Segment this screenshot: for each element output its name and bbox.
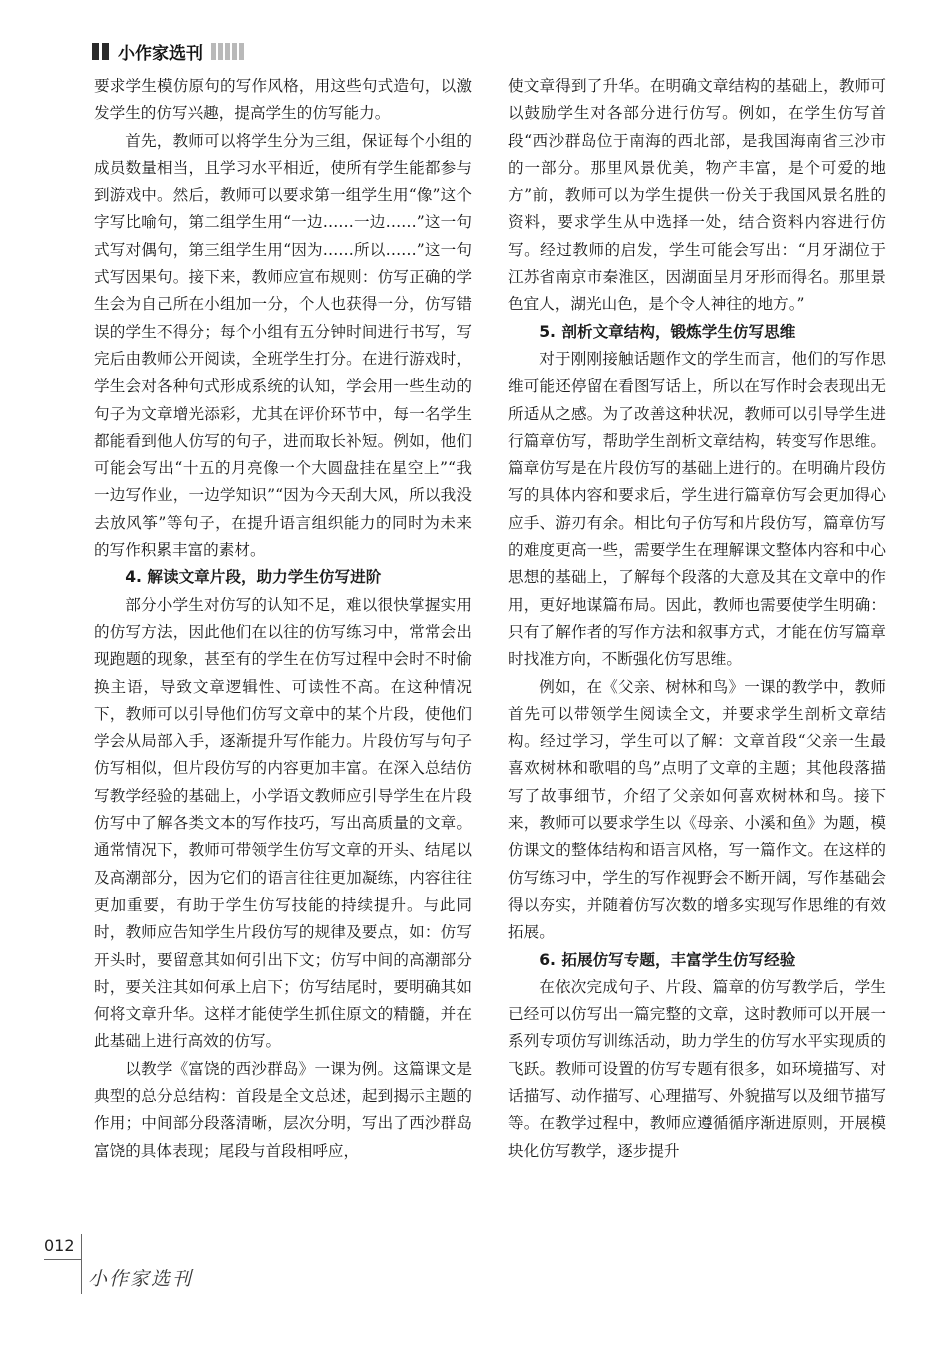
header-stripe-mark <box>225 43 230 60</box>
header-bar-mark <box>92 43 99 60</box>
section-heading: 6. 拓展仿写专题，丰富学生仿写经验 <box>539 950 796 969</box>
page-number: 012 <box>44 1236 75 1255</box>
body-paragraph: 要求学生模仿原句的写作风格，用这些句式造句，以激发学生的仿写兴趣，提高学生的仿写能力。 <box>94 77 472 123</box>
section-heading: 4. 解读文章片段，助力学生仿写进阶 <box>125 568 382 587</box>
header-stripe-mark <box>218 43 223 60</box>
body-paragraph: 对于刚刚接触话题作文的学生而言，他们的写作思维可能还停留在看图写话上，所以在写作时会表现出无所适从之感。为了改善这种状况，教师可以引导学生进行篇章仿写，帮助学生剖析文章结构，转变写作思维。篇章仿写是在片段仿写的基础上进行的。在明确片段仿写的具体内容和要求后，学生进行篇章仿写会更加得心应手、游刃有余。相比句子仿写和片段仿写，篇章仿写的难度更高一些，需要学生在理解课文整体内容和中心思想的基础上，了解每个段落的大意及其在文章中的作用，更好地谋篇布局。因此，教师也需要使学生明确：只有了解作者的写作方法和叙事方式，才能在仿写篇章时找准方向，不断强化仿写思维。 <box>508 349 886 669</box>
section-heading: 5. 剖析文章结构，锻炼学生仿写思维 <box>539 322 796 341</box>
body-paragraph: 部分小学生对仿写的认知不足，难以很快掌握实用的仿写方法，因此他们在以往的仿写练习中，常常会出现跑题的现象，甚至有的学生在仿写过程中会时不时偷换主语，导致文章逻辑性、可读性不高。在这种情况下，教师可以引导他们仿写文章中的某个片段，使他们学会从局部入手，逐渐提升写作能力。片段仿写与句子仿写相似，但片段仿写的内容更加丰富。在深入总结仿写教学经验的基础上，小学语文教师应引导学生在片段仿写中了解各类文本的写作技巧，写出高质量的文章。通常情况下，教师可带领学生仿写文章的开头、结尾以及高潮部分，因为它们的语言往往更加凝练，内容往往更加重要，有助于学生仿写技能的持续提升。与此同时，教师应告知学生片段仿写的规律及要点，如：仿写开头时，要留意其如何引出下文；仿写中间的高潮部分时，要关注其如何承上启下；仿写结尾时，要明确其如何将文章升华。这样才能使学生抓住原文的精髓，并在此基础上进行高效的仿写。 <box>94 595 472 1051</box>
running-header <box>92 38 246 64</box>
header-stripe-mark <box>211 43 216 60</box>
header-stripe-mark <box>232 43 237 60</box>
footer-divider <box>44 1259 82 1260</box>
journal-title: 小作家选刊 <box>118 43 203 64</box>
header-bar-mark <box>102 43 109 60</box>
body-paragraph: 首先，教师可以将学生分为三组，保证每个小组的成员数量相当，且学习水平相近，使所有学生能都参与到游戏中。然后，教师可以要求第一组学生用“像”这个字写比喻句，第二组学生用“一边……一边……”这一句式写对偶句，第三组学生用“因为……所以……”这一句式写因果句。接下来，教师应宣布规则：仿写正确的学生会为自己所在小组加一分，个人也获得一分，仿写错误的学生不得分；每个小组有五分钟时间进行书写，写完后由教师公开阅读，全班学生打分。在进行游戏时，学生会对各种句式形成系统的认知，学会用一些生动的句子为文章增光添彩，尤其在评价环节中，每一名学生都能看到他人仿写的句子，进而取长补短。例如，他们可能会写出“十五的月亮像一个大圆盘挂在星空上”“我一边写作业，一边学知识”“因为今天刮大风，所以我没去放风筝”等句子，在提升语言组织能力的同时为未来的写作积累丰富的素材。 <box>94 131 472 560</box>
footer-logo: 小作家选刊 <box>88 1268 194 1290</box>
body-paragraph: 使文章得到了升华。在明确文章结构的基础上，教师可以鼓励学生对各部分进行仿写。例如，在学生仿写首段“西沙群岛位于南海的西北部，是我国海南省三沙市的一部分。那里风景优美，物产丰富，是个可爱的地方”前，教师可以为学生提供一份关于我国风景名胜的资料，要求学生从中选择一处，结合资料内容进行仿写。经过教师的启发，学生可能会写出：“月牙湖位于江苏省南京市秦淮区，因湖面呈月牙形而得名。那里景色宜人，湖光山色，是个令人神往的地方。” <box>508 77 886 314</box>
body-paragraph: 例如，在《父亲、树林和鸟》一课的教学中，教师首先可以带领学生阅读全文，并要求学生剖析文章结构。经过学习，学生可以了解：文章首段“父亲一生最喜欢树林和歌唱的鸟”点明了文章的主题；其他段落描写了故事细节，介绍了父亲如何喜欢树林和鸟。接下来，教师可以要求学生以《母亲、小溪和鱼》为题，模仿课文的整体结构和语言风格，写一篇作文。在这样的仿写练习中，学生的写作视野会不断开阔，写作基础会得以夯实，并随着仿写次数的增多实现写作思维的有效拓展。 <box>508 677 886 942</box>
left-text-column <box>94 73 472 1165</box>
body-paragraph: 以教学《富饶的西沙群岛》一课为例。这篇课文是典型的总分总结构：首段是全文总述，起到揭示主题的作用；中间部分段落清晰，层次分明，写出了西沙群岛富饶的具体表现；尾段与首段相呼应， <box>94 1059 472 1160</box>
body-paragraph: 在依次完成句子、片段、篇章的仿写教学后，学生已经可以仿写出一篇完整的文章，这时教师可以开展一系列专项仿写训练活动，助力学生的仿写水平实现质的飞跃。教师可设置的仿写专题有很多，如环境描写、对话描写、动作描写、心理描写、外貌描写以及细节描写等。在教学过程中，教师应遵循循序渐进原则，开展模块化仿写教学，逐步提升 <box>508 977 886 1160</box>
footer-vertical-rule <box>81 1234 82 1294</box>
header-stripe-mark <box>239 43 244 60</box>
right-text-column <box>508 73 886 1165</box>
